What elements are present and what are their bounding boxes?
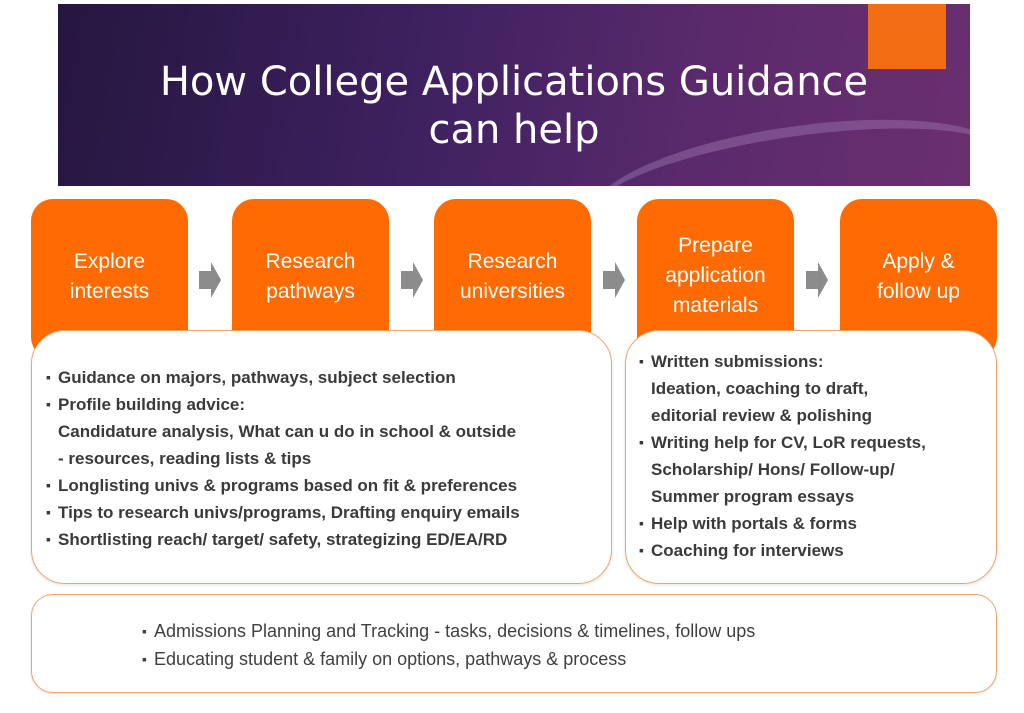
arrow-right-icon [806,260,828,300]
arrow-right-icon [199,260,221,300]
bottom-summary-card [31,594,997,693]
list-item-continuation: Candidature analysis, What can u do in school & outside [58,422,517,441]
bottom-summary-list [142,617,755,673]
step-label: Explore [73,250,146,273]
list-item-continuation: Scholarship/ Hons/ Follow-up/ [651,460,895,479]
list-item: ▪ Guidance on majors, pathways, subject selection [46,368,456,387]
list-item: ▪ Help with portals & forms [639,514,857,533]
step-label: Research [467,250,558,273]
arrow-right-icon [401,260,423,300]
step-label: interests [69,280,150,303]
step-label: materials [672,294,759,317]
left-detail-card [31,330,612,584]
title-line-2: can help [428,107,600,153]
right-detail-list [639,348,926,564]
list-item: ▪ Written submissions: Ideation, coaching to draft, editorial review & polishing [639,348,926,429]
step-label: follow up [877,280,960,303]
list-item: ▪ Educating student & family on options, pathways & process [142,649,627,669]
step-label: pathways [266,280,355,303]
list-item: ▪ Admissions Planning and Tracking - tasks, decisions & timelines, follow ups [142,621,756,641]
left-detail-list [46,364,520,553]
step-label: Prepare [678,234,753,257]
title-banner [58,4,970,186]
title-line-1: How College Applications Guidance [159,59,869,105]
step-label: application [665,264,766,287]
list-item: ▪ Tips to research univs/programs, Drafting enquiry emails [46,503,520,522]
list-item: ▪ Coaching for interviews [639,541,844,560]
list-item-continuation: - resources, reading lists & tips [58,449,312,468]
step-label: Apply & [882,250,955,273]
list-item: ▪ Shortlisting reach/ target/ safety, strategizing ED/EA/RD [46,530,508,549]
list-item-continuation: Ideation, coaching to draft, [651,379,869,398]
right-detail-card [625,330,997,584]
list-item: ▪ Writing help for CV, LoR requests, Scholarship/ Hons/ Follow-up/ Summer program essays [639,429,926,510]
arrow-right-icon [603,260,625,300]
list-item-continuation: Summer program essays [651,487,855,506]
list-item-continuation: editorial review & polishing [651,406,873,425]
page-title [58,58,970,154]
list-item: ▪ Longlisting univs & programs based on fit & preferences [46,476,518,495]
list-item: ▪ Profile building advice: Candidature analysis, What can u do in school & outside - resources, reading lists & tips [46,391,520,472]
step-label: universities [459,280,566,303]
step-label: Research [265,250,356,273]
